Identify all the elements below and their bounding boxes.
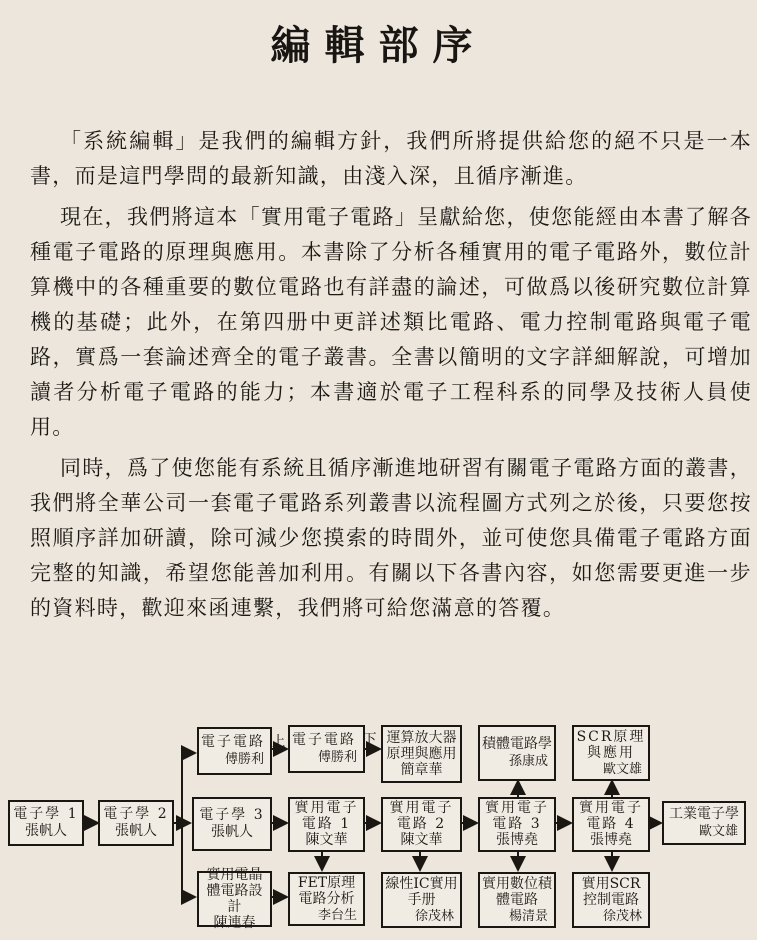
book-author: 傅勝利	[317, 750, 357, 765]
series-paragraph: 同時，爲了使您能有系統且循序漸進地研習有關電子電路方面的叢書，我們將全華公司一套電子電路系列叢書以流程圖方式列之於後，只要您按照順序詳加研讀，除可減少您摸索的時間外，並可使您具備電子電路方面完整的知識，希望您能善加利用。有關以下各書內容，如您需要更進一步的資料時，歡迎來函連繫，我們將可給您滿意的答覆。	[30, 456, 752, 620]
book-author: 陳連春	[213, 914, 256, 931]
book-title: 電子電路 下	[292, 732, 379, 748]
book-author: 張帆人	[25, 823, 67, 839]
book-box-circuits-upper	[197, 727, 288, 775]
book-author: 張帆人	[211, 824, 253, 840]
book-title: 工業電子學	[669, 806, 739, 822]
book-title: 電子學 2	[103, 806, 169, 822]
book-box-opamp	[381, 725, 462, 783]
intro-paragraph: 「系統編輯」是我們的編輯方針，我們所將提供給您的絕不只是一本書，而是這門學問的最新知識，由淺入深，且循序漸進。	[30, 129, 752, 188]
book-title: 實用電子電路 1	[294, 800, 359, 832]
book-author: 孫康成	[508, 754, 548, 769]
page-title: 編輯部序	[270, 22, 487, 69]
book-author: 陳文華	[400, 832, 443, 848]
book-title: 電子學 1	[13, 806, 79, 822]
book-title: 運算放大器原理與應用	[386, 729, 457, 762]
book-box-scr-control	[572, 872, 650, 928]
book-title: 電子電路 上	[201, 734, 288, 750]
book-title: 實用電子電路 4	[579, 800, 643, 832]
book-author: 傅勝利	[224, 752, 264, 767]
book-title: 電子學 3	[199, 807, 265, 823]
book-author: 張博堯	[496, 832, 538, 848]
book-author: 張博堯	[590, 832, 632, 848]
book-title: 實用數位積體電路	[482, 875, 552, 908]
book-author: 歐文雄	[602, 761, 642, 777]
book-box-linear-ic	[381, 872, 462, 928]
book-description-paragraph: 現在，我們將這本「實用電子電路」呈獻給您，使您能經由本書了解各種電子電路的原理與應用。本書除了分析各種實用的電子電路外，數位計算機中的各種重要的數位電路也有詳盡的論述，可做爲以後研究數位計算機的基礎；此外，在第四册中更詳述類比電路、電力控制電路與電子電路，實爲一套論述齊全的電子叢書。全書以簡明的文字詳細解說，可增加讀者分析電子電路的能力；本書適於電子工程科系的同學及技術人員使用。	[30, 205, 752, 439]
book-box-digital-ic	[478, 872, 556, 928]
book-title: 實用電子電路 3	[485, 800, 549, 832]
series-flowchart	[0, 715, 757, 940]
book-author: 徐茂林	[414, 908, 454, 924]
book-title: FET原理電路分析	[297, 874, 356, 907]
book-title: 積體電路學	[482, 736, 552, 752]
book-box-practical-4	[572, 797, 650, 852]
book-author: 李台生	[317, 907, 357, 923]
book-title: 實用電子電路 2	[389, 800, 454, 832]
book-title: 線性IC實用手册	[385, 875, 458, 908]
book-title: SCR原理與應用	[576, 728, 646, 761]
book-box-practical-2	[381, 797, 462, 852]
book-box-practical-3	[478, 797, 556, 852]
book-author: 簡章華	[400, 761, 443, 778]
book-author: 張帆人	[115, 823, 157, 839]
book-author: 楊清景	[508, 908, 548, 924]
book-title: 實用電晶體電路設計	[206, 866, 263, 915]
book-box-transistor-design	[197, 866, 272, 931]
book-author: 歐文雄	[698, 824, 738, 839]
book-box-electronics-1	[8, 800, 84, 846]
book-title: 實用SCR控制電路	[581, 875, 641, 908]
book-author: 陳文華	[305, 832, 348, 848]
book-box-circuits-lower	[288, 725, 379, 773]
book-box-ic-theory	[478, 725, 556, 781]
book-box-electronics-2	[98, 800, 174, 846]
book-author: 徐茂林	[602, 908, 642, 924]
book-box-industrial-electronics	[662, 801, 746, 845]
book-box-practical-1	[288, 797, 365, 852]
book-box-electronics-3	[192, 797, 272, 851]
book-box-fet	[288, 872, 365, 926]
book-box-scr-theory	[572, 725, 650, 781]
